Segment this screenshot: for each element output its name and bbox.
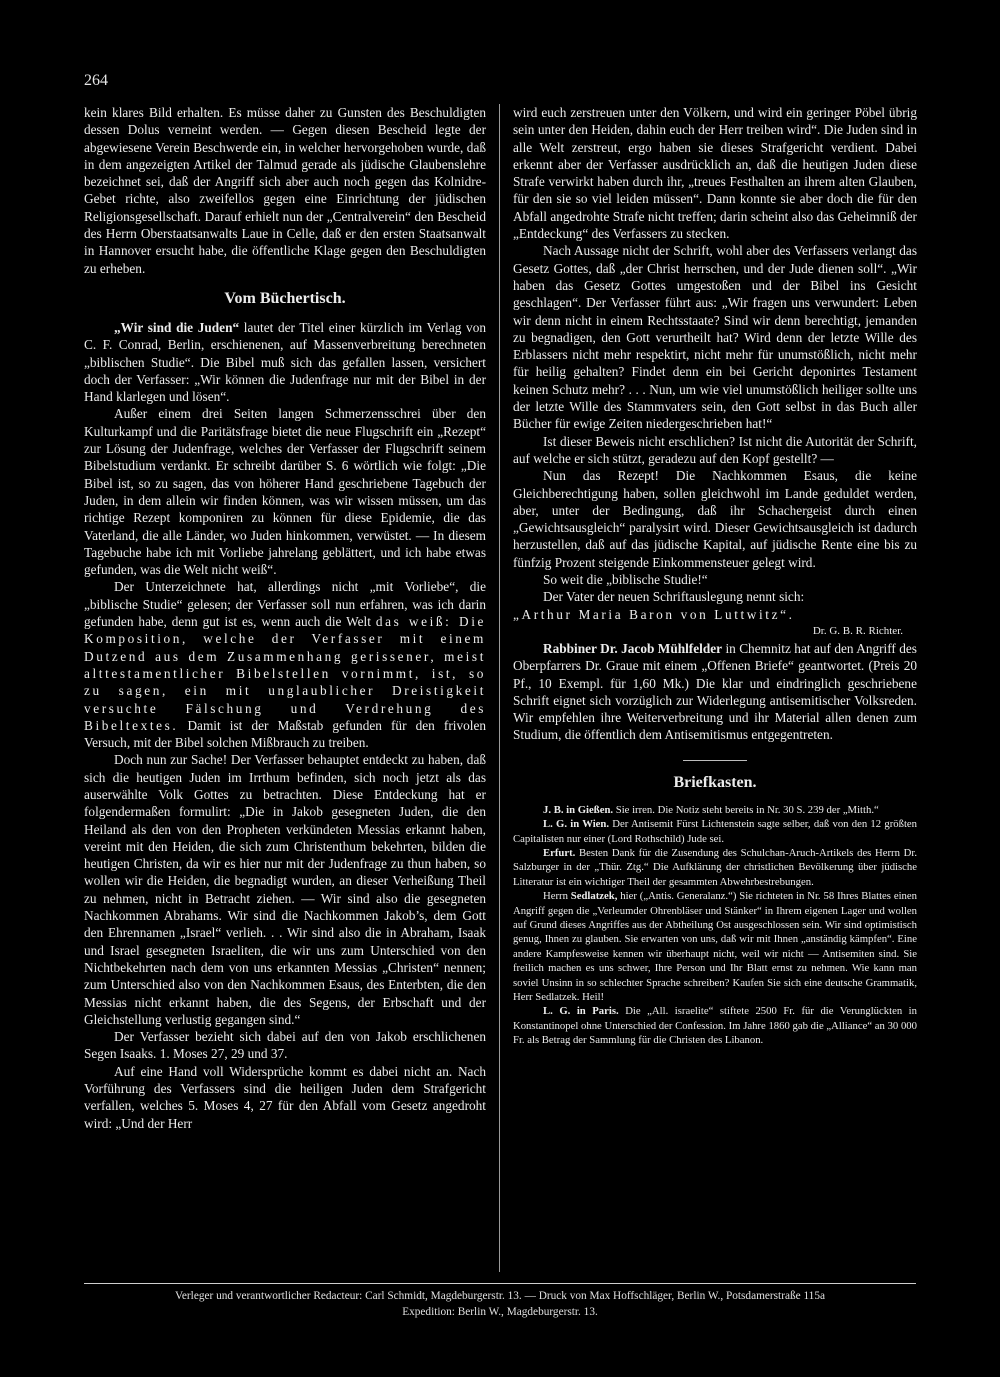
signature: Dr. G. B. R. Richter.	[812, 624, 903, 637]
left-paragraph-1: kein klares Bild erhalten. Es müsse daher zu Gunsten des Beschuldigten dessen Dolus verneint werden. — Gegen diesen Bescheid legte der abgewiesene Verein Beschwerde ein, in welcher hervorgehoben wurde, daß in dem angezeigten Artikel der Talmud gerade als jüdische Glaubenslehre bezeichnet sei, daß der Angriff sich aber auch noch gegen das Kolnidre-Gebet richte, also zweifellos gegen eine Einrichtung der jüdischen Religionsgesellschaft. Darauf erhielt nun der „Centralverein“ den Bescheid des Herrn Oberstaatsanwalts Laue in Celle, daß er den ersten Staatsanwalt in Hannover ersucht habe, die öffentliche Klage gegen den Beschuldigten zu erheben.	[84, 105, 486, 276]
left-paragraph-6: Der Verfasser bezieht sich dabei auf den von Jakob erschlichenen Segen Isaaks. 1. Moses 27, 29 und 37.	[84, 1029, 486, 1062]
page-number: 264	[84, 72, 108, 89]
imprint-line-2: Expedition: Berlin W., Magdeburgerstr. 13.	[402, 1306, 598, 1318]
column-divider	[499, 104, 500, 1272]
right-paragraph-3: Ist dieser Beweis nicht erschlichen? Ist nicht die Autorität der Schrift, auf welche er sich stützt, geradezu auf den Kopf gestellt? —	[513, 433, 917, 466]
letterbox-entry-3-head: Erfurt.	[543, 846, 576, 859]
left-paragraph-4-a: Der Unterzeichnete hat, allerdings nicht „mit Vorliebe“, die „biblische Studie“ gelesen; der Verfasser soll nun erfahren, was ich darin gefunden habe, denn gut ist es, wenn auch die Welt	[84, 579, 486, 630]
right-paragraph-4: Nun das Rezept! Die Nachkommen Esaus, die keine Gleichberechtigung haben, sollen gleichwohl im Lande geduldet werden, aber, unter der Bedingung, daß ihr Schachergeist durch einen „Gewichtsausgleich“ paralysirt wird. Dieser Gewichtsausgleich ist dadurch herzustellen, daß auf das jüdische Kapital, auf jüdische Rente eine bis zu fünfzig Prozent steigende Einkommensteuer gelegt wird.	[513, 468, 917, 570]
section-title-briefkasten: Briefkasten.	[673, 773, 757, 791]
left-column	[84, 104, 486, 1132]
right-paragraph-7-text: in Chemnitz hat auf den Angriff des Oberpfarrers Dr. Graue mit einem „Offenen Briefe“ geantwortet. (Preis 20 Pf., 10 Exempl. für 1,60 Mk.) Die klar und eindringlich geschriebene Schrift eignet sich vorzüglich zur Widerlegung antisemitischer Volksreden. Wir empfehlen ihre Weiterverbreitung und ihr Material allen denen zum Studium, die öffentlich dem Antisemitismus entgegentreten.	[513, 640, 917, 743]
rabbiner-name: Rabbiner Dr. Jacob Mühlfelder	[543, 640, 723, 656]
letterbox-entry-1-head: J. B. in Gießen.	[543, 803, 614, 816]
letterbox-entry-2-text: Der Antisemit Fürst Lichtenstein sagte selber, daß von den 12 größten Capitalisten nur einer (Lord Rothschild) Jude sei.	[513, 818, 917, 845]
letterbox-entry-4-text: hier („Antis. Generalanz.“) Sie richteten in Nr. 58 Ihres Blattes einen Angriff gegen die „Verleumder Ohrenbläser und Stänker“ in Ihrem eigenen Lager und wollen auf Grund dieses Angriffes aus der Abtheilung Ost ausgeschlossen sein. Wir sind optimistisch genug, Ihnen zu glauben. Sie erwarten von uns, daß wir mit Ihnen „anständig kämpfen“. Eine andere Kampfesweise kennen wir überhaupt nicht, weil wir nicht — Antisemiten sind. Sie freilich machen es uns schwer, Ihre Person und Ihr Blatt ernst zu nehmen. Wie kann man soviel Unsinn in so schlechter Sprache schreiben? Kaufen Sie sich eine deutsche Grammatik, Herr Sedlatzek. Heil!	[513, 890, 917, 1003]
imprint-line-1: Verleger und verantwortlicher Redacteur: Carl Schmidt, Magdeburgerstr. 13. — Druck von Max Hoffschläger, Berlin W., Potsdamerstraße 115a	[175, 1290, 825, 1302]
author-name: „Arthur Maria Baron von Luttwitz“.	[513, 606, 795, 622]
letterbox-entry-5-text: Die „All. israelite“ stiftete 2500 Fr. für die Verunglückten in Konstantinopel ohne Unterschied der Confession. Im Jahre 1860 gab die „Alliance“ an 30 000 Fr. als Betrag der Sammlung für die Christen des Libanon.	[513, 1005, 917, 1047]
letterbox-entry-2	[513, 817, 917, 846]
right-paragraph-6: Der Vater der neuen Schriftauslegung nennt sich:	[543, 589, 805, 605]
letterbox-entry-1-text: Sie irren. Die Notiz steht bereits in Nr. 30 S. 239 der „Mitth.“	[613, 803, 879, 816]
letterbox-entry-3	[513, 846, 917, 889]
section-rule	[683, 760, 747, 761]
imprint-footer	[84, 1288, 916, 1320]
left-paragraph-4-emphasis: das weiß: Die Komposition, welche der Verfasser mit einem Dutzend aus dem Zusammenhang gerissener, meist alttestamentlicher Bibelstellen vornimmt, ist, so zu sagen, ein mit unglaublicher Dreistigkeit versuchte Fälschung und Verdrehung des Bibeltextes.	[84, 614, 486, 733]
letterbox-entry-4-a: Herrn	[543, 890, 571, 903]
right-paragraph-7	[513, 640, 917, 744]
letterbox-entry-5-head: L. G. in Paris.	[543, 1005, 619, 1018]
left-paragraph-4-b: Damit ist der Maßstab gefunden für den frivolen Versuch, mit der Bibel solchen Mißbrauch zu treiben.	[84, 717, 486, 751]
left-paragraph-3: Außer einem drei Seiten langen Schmerzensschrei über den Kulturkampf und die Paritätsfrage bietet die neue Flugschrift ein „Rezept“ zur Lösung der Judenfrage, welches der Verfasser der Flugschrift seinem Bibelstudium verdankt. Er schreibt darüber S. 6 wörtlich wie folgt: „Die Bibel ist, so zu sagen, das von höherer Hand geschriebene Tagebuch der Juden, in dem allein wir finden können, was wir wissen müssen, um das richtige Rezept komponiren zu können für diese Epidemie, die das Vaterland, die alle Länder, wo Juden hinkommen, verwüstet. — In diesem Tagebuche habe ich mit Vorliebe jahrelang geblättert, und ich habe etwas gefunden, was die Welt nicht weiß“.	[84, 406, 486, 578]
letterbox-entry-4	[513, 889, 917, 1004]
left-paragraph-7: Auf eine Hand voll Widersprüche kommt es dabei nicht an. Nach Vorführung des Verfassers sind die heiligen Juden dem Strafgericht verfallen, welches 5. Moses 4, 27 für den Abfall vom Gesetz angedroht wird: „Und der Herr	[84, 1063, 486, 1131]
left-paragraph-5: Doch nun zur Sache! Der Verfasser behauptet entdeckt zu haben, daß sich die heutigen Juden im Irrthum befinden, sich noch jetzt als das auserwählte Volk Gottes zu betrachten. Diese Entdeckung hat er folgendermaßen formulirt: „Die in Jakob gesegneten Juden, die den Heiland als den von den Propheten verkündeten Messias erkannt haben, vereint mit den Heiden, die sich zum Christenthum bekehrten, bilden die heutigen Christen, da wir es hier nur mit der Judenfrage zu thun haben, so wollen wir die Heiden, die begnadigt wurden, an dieser Verheißung Theil zu nehmen, nicht in Betracht ziehen. — Wir sind also die gesegneten Nachkommen Abrahams. Wir sind die Nachkommen Jakob’s, dem Gott den Ehrennamen „Israel“ verlieh. . . Wir sind also die in Abraham, Isaak und Israel gesegneten Israeliten, die wir uns zum Unterschied von den Nichtbekehrten nach dem von uns erkannten Messias „Christen“ nennen; zum Unterschied also von den Nachkommen Esaus, des Enterbten, die den Messias nicht erkannt haben, die des Segens, der Erbschaft und der Gleichstellung verlustig gegangen sind.“	[84, 752, 486, 1027]
letterbox-entry-5	[513, 1004, 917, 1047]
letterbox-entry-4-name: Sedlatzek,	[570, 890, 618, 903]
letterbox-entry-1	[513, 803, 917, 817]
letterbox-entry-2-head: L. G. in Wien.	[543, 818, 610, 831]
section-title-buechertisch: Vom Büchertisch.	[224, 289, 346, 307]
footer-rule	[84, 1283, 916, 1284]
right-paragraph-1: wird euch zerstreuen unter den Völkern, und wird ein geringer Pöbel übrig sein unter den Heiden, dahin euch der Herr treiben wird“. Die Juden sind in alle Welt zerstreut, ergo haben sie dieses Strafgericht verdient. Dabei erkennt aber der Verfasser ausdrücklich an, daß die heutigen Juden diese Strafe verwirkt haben durch ihr, „treues Festhalten an ihrem alten Glauben, für den sie so viel leiden müssen“. Dann konnte sie aber doch die für den Abfall angedrohte Strafe nicht treffen; darin scheint also das Geheimniß der „Entdeckung“ des Verfassers zu stecken.	[513, 105, 917, 242]
left-paragraph-2-text: lautet der Titel einer kürzlich im Verlag von C. F. Conrad, Berlin, erschienenen, auf Massenverbreitung berechneten „biblischen Studie“. Die Bibel muß sich das gefallen lassen, versichert doch der Verfasser: „Wir können die Judenfrage nur mit der Bibel in der Hand klarlegen und lösen“.	[84, 319, 486, 405]
letterbox-entry-3-text: Besten Dank für die Zusendung des Schulchan-Aruch-Artikels des Herrn Dr. Salzburger in der „Thür. Ztg.“ Die Aufklärung der christlichen Bevölkerung über jüdische Litteratur ist ein wichtiger Theil der gesammten Abwehrbestrebungen.	[513, 846, 917, 888]
left-paragraph-2	[84, 319, 486, 405]
right-paragraph-2: Nach Aussage nicht der Schrift, wohl aber des Verfassers verlangt das Gesetz Gottes, daß „der Christ herrschen, und der Jude dienen soll“. „Wir haben das Gesetz Gottes umgestoßen und der Bibel ins Gesicht geschlagen“. Der Verfasser führt aus: „Wir fragen uns verwundert: Leben wir denn nicht in einem Rechtsstaate? Sind wir denn berechtigt, jemanden zu begnadigen, den Gott verurtheilt hat? Wird denn der letzte Wille des Erblassers nicht mehr respektirt, nicht mehr für unumstößlich, nicht mehr für heilig gehalten? Findet denn ein bei Gericht deponirtes Testament keinen Schutz mehr? . . . Nun, um wie viel unumstößlich heiliger sollte uns der letzte Wille des Stammvaters sein, den Gott selbst in das Buch aller Bücher für ewige Zeiten niedergeschrieben hat!“	[513, 243, 917, 432]
left-paragraph-4	[84, 578, 486, 751]
book-title: „Wir sind die Juden“	[114, 319, 240, 335]
right-column	[513, 104, 917, 1048]
right-paragraph-5: So weit die „biblische Studie!“	[543, 572, 708, 588]
